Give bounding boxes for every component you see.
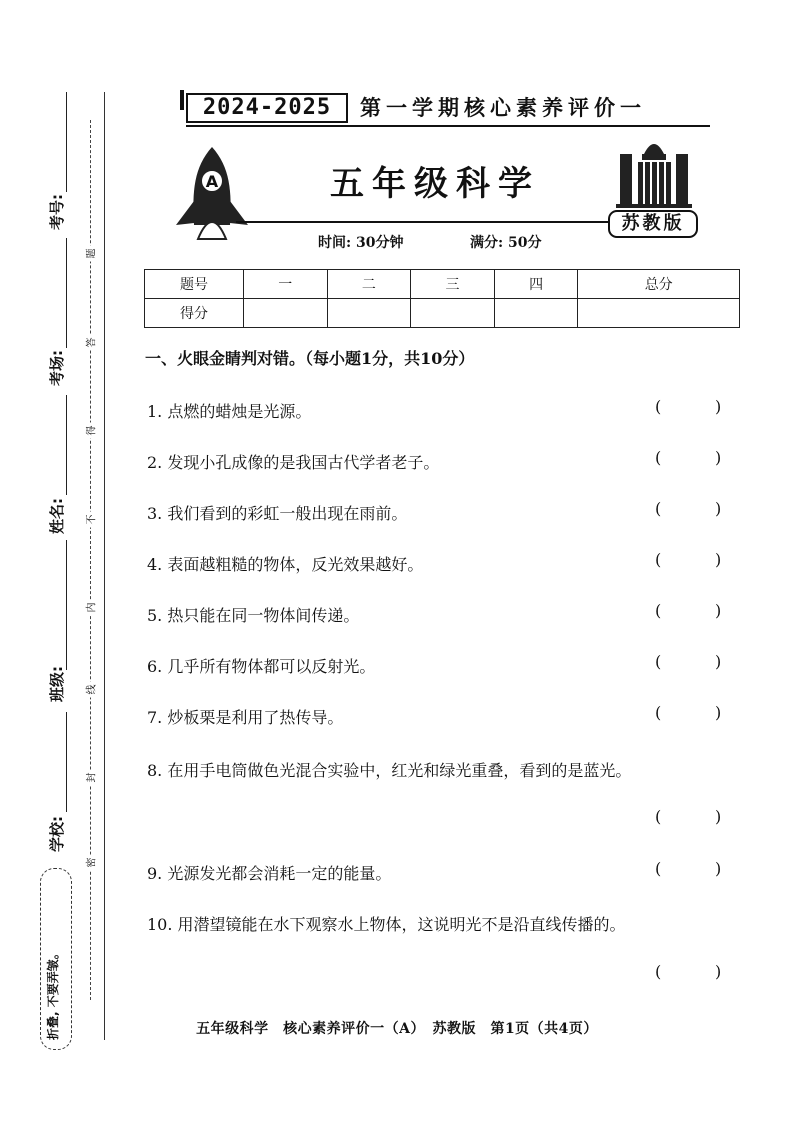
score-cell[interactable] xyxy=(494,299,578,328)
year-mark xyxy=(180,90,184,110)
fold-note: 折叠, 不要弄皱。 xyxy=(46,947,60,1040)
seal-char: 答 xyxy=(83,335,98,351)
score-cell[interactable] xyxy=(411,299,495,328)
margin-line-1 xyxy=(66,92,67,192)
exam-room-label: 考场: xyxy=(48,350,66,386)
seal-char: 题 xyxy=(83,246,98,262)
score-cell[interactable] xyxy=(327,299,411,328)
margin-line-4 xyxy=(66,540,67,670)
table-header-cell: 三 xyxy=(411,270,495,299)
question-10: 10. 用潜望镜能在水下观察水上物体，这说明光不是沿直线传播的。 xyxy=(147,915,626,934)
seal-char: 密 xyxy=(83,855,98,871)
table-header-cell: 四 xyxy=(494,270,578,299)
full-score: 满分: 50分 xyxy=(470,235,542,251)
margin-line-5 xyxy=(66,712,67,812)
term-title: 第一学期核心素养评价一 xyxy=(360,96,646,120)
school-year: 2024-2025 xyxy=(186,93,348,123)
title-underline xyxy=(236,221,608,223)
rocket-letter: A xyxy=(205,172,219,191)
name-label: 姓名: xyxy=(48,498,66,534)
score-cell[interactable] xyxy=(578,299,740,328)
seal-char: 封 xyxy=(83,770,98,786)
question-6: 6. 几乎所有物体都可以反射光。 xyxy=(147,657,376,676)
section-title: 一、火眼金睛判对错。（每小题1分，共10分） xyxy=(145,349,475,368)
question-4: 4. 表面越粗糙的物体，反光效果越好。 xyxy=(147,555,424,574)
seal-char: 得 xyxy=(83,423,98,439)
exam-time: 时间: 30分钟 xyxy=(318,235,404,251)
exam-number-label: 考号: xyxy=(48,194,66,230)
table-header-cell: 一 xyxy=(244,270,328,299)
score-cell[interactable] xyxy=(244,299,328,328)
question-9: 9. 光源发光都会消耗一定的能量。 xyxy=(147,864,392,883)
question-3: 3. 我们看到的彩虹一般出现在雨前。 xyxy=(147,504,408,523)
table-header-cell: 总分 xyxy=(578,270,740,299)
score-table xyxy=(144,269,740,328)
rocket-icon xyxy=(172,143,252,243)
table-header-cell: 二 xyxy=(327,270,411,299)
seal-char: 内 xyxy=(83,600,98,616)
page-title: 五年级科学 xyxy=(330,164,540,204)
margin-line-3 xyxy=(66,395,67,495)
question-2: 2. 发现小孔成像的是我国古代学者老子。 xyxy=(147,453,440,472)
margin-line-2 xyxy=(66,238,67,348)
table-header-cell: 题号 xyxy=(145,270,244,299)
table-row xyxy=(145,270,740,299)
page-footer: 五年级科学 核心素养评价一（A） 苏教版 第1页（共4页） xyxy=(196,1021,598,1037)
seal-char: 线 xyxy=(83,682,98,698)
score-row-label: 得分 xyxy=(145,299,244,328)
question-8: 8. 在用手电筒做色光混合实验中，红光和绿光重叠，看到的是蓝光。 xyxy=(147,761,632,780)
question-1: 1. 点燃的蜡烛是光源。 xyxy=(147,402,312,421)
building-icon xyxy=(614,132,694,208)
seal-char: 不 xyxy=(83,512,98,528)
question-5: 5. 热只能在同一物体间传递。 xyxy=(147,606,360,625)
term-underline xyxy=(186,125,710,127)
school-label: 学校: xyxy=(48,816,66,852)
question-7: 7. 炒板栗是利用了热传导。 xyxy=(147,708,344,727)
binding-solid-line xyxy=(104,92,105,1040)
class-label: 班级: xyxy=(48,666,66,702)
edition-badge: 苏教版 xyxy=(608,210,698,238)
table-row xyxy=(145,299,740,328)
